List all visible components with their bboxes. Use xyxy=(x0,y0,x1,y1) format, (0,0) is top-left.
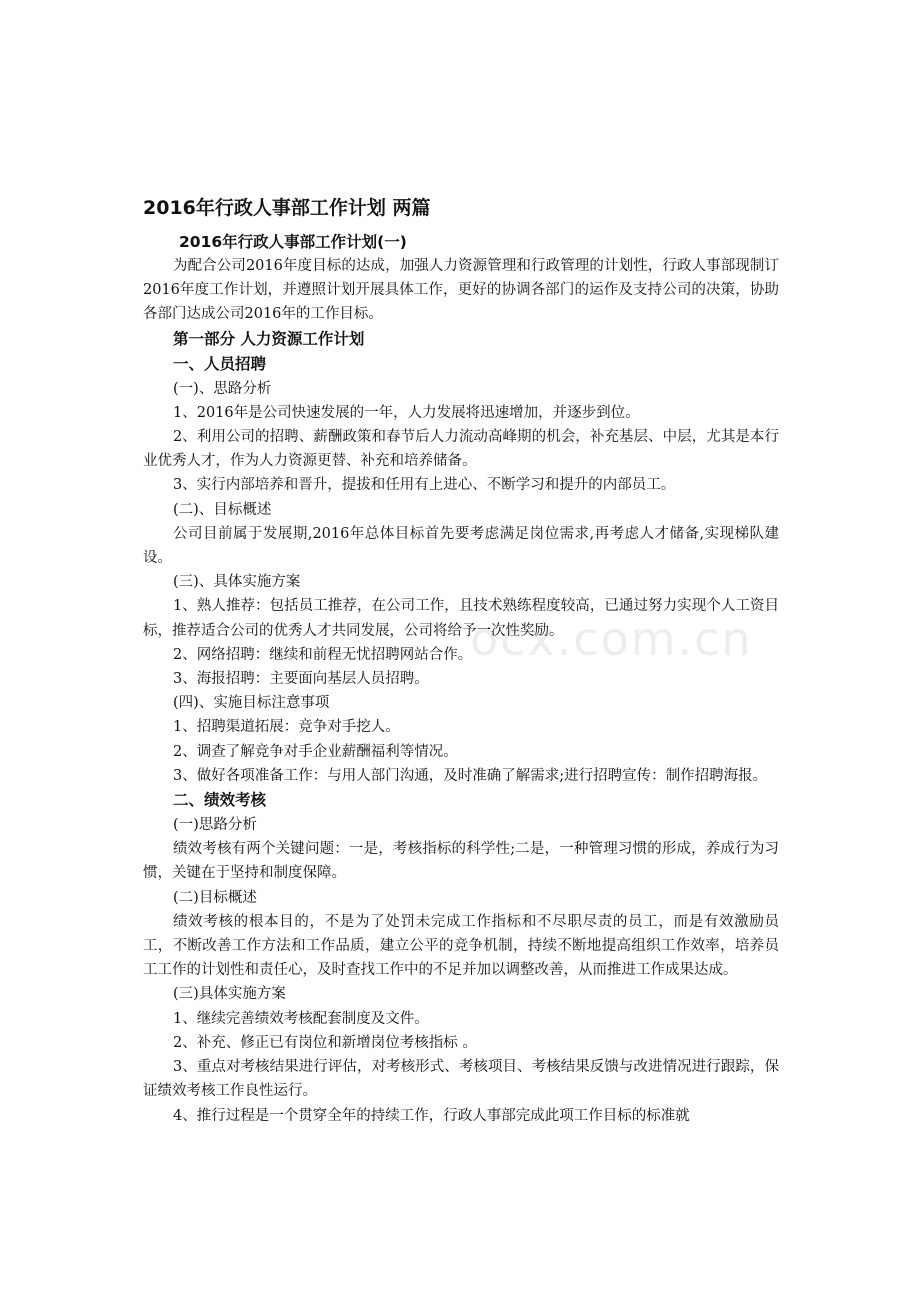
paragraph: 绩效考核的根本目的，不是为了处罚未完成工作指标和不尽职尽责的员工，而是有效激励员工，不断改善工作方法和工作品质，建立公平的竞争机制，持续不断地提高组织工作效率，培养员工工作的计划性和责任心，及时查找工作中的不足并加以调整改善，从而推进工作成果达成。 xyxy=(143,913,779,979)
document-body xyxy=(143,254,779,1128)
paragraph: 3、实行内部培养和晋升，提拔和任用有上进心、不断学习和提升的内部员工。 xyxy=(173,477,676,494)
paragraph: (一)思路分析 xyxy=(173,817,257,834)
paragraph: 1、熟人推荐：包括员工推荐，在公司工作，且技术熟练程度较高，已通过努力实现个人工资目标，推荐适合公司的优秀人才共同发展，公司将给予一次性奖励。 xyxy=(143,598,779,639)
paragraph: (二)目标概述 xyxy=(173,889,257,906)
paragraph: 公司目前属于发展期,2016年总体目标首先要考虑满足岗位需求,再考虑人才储备,实现梯队建设。 xyxy=(143,525,779,567)
paragraph: 3、海报招聘：主要面向基层人员招聘。 xyxy=(173,671,429,688)
watermark: ocx.com.cn xyxy=(470,612,753,666)
paragraph: 3、重点对考核结果进行评估，对考核形式、考核项目、考核结果反馈与改进情况进行跟踪，保证绩效考核工作良性运行。 xyxy=(143,1059,779,1100)
section-heading: 一、人员招聘 xyxy=(173,354,267,373)
paragraph: (三)具体实施方案 xyxy=(173,986,286,1003)
document-subtitle: 2016年行政人事部工作计划(一) xyxy=(179,233,407,251)
paragraph: 3、做好各项准备工作：与用人部门沟通，及时准确了解需求;进行招聘宣传：制作招聘海报。 xyxy=(173,767,768,784)
document-title: 2016年行政人事部工作计划 两篇 xyxy=(143,197,431,219)
paragraph: (四)、实施目标注意事项 xyxy=(173,695,330,712)
section-heading: 二、绩效考核 xyxy=(173,791,267,810)
paragraph: 1、2016年是公司快速发展的一年，人力发展将迅速增加，并逐步到位。 xyxy=(173,404,640,421)
paragraph: (二)、目标概述 xyxy=(173,501,272,518)
paragraph: 为配合公司2016年度目标的达成，加强人力资源管理和行政管理的计划性，行政人事部现制订2016年度工作计划，并遵照计划开展具体工作，更好的协调各部门的运作及支持公司的决策，协助各部门达成公司2016年的工作目标。 xyxy=(143,258,779,323)
paragraph: 2、调查了解竞争对手企业薪酬福利等情况。 xyxy=(173,743,458,760)
paragraph: 2、网络招聘：继续和前程无忧招聘网站合作。 xyxy=(173,646,473,663)
paragraph: 4、推行过程是一个贯穿全年的持续工作，行政人事部完成此项工作目标的标准就 xyxy=(173,1107,690,1124)
paragraph: 2、利用公司的招聘、薪酬政策和春节后人力流动高峰期的机会，补充基层、中层，尤其是本行业优秀人才，作为人力资源更替、补充和培养储备。 xyxy=(143,429,779,470)
section-heading: 第一部分 人力资源工作计划 xyxy=(173,329,365,348)
paragraph: 绩效考核有两个关键问题：一是，考核指标的科学性;二是，一种管理习惯的形成，养成行为习惯，关键在于坚持和制度保障。 xyxy=(143,841,779,882)
paragraph: 2、补充、修正已有岗位和新增岗位考核指标 。 xyxy=(173,1034,477,1051)
paragraph: (三)、具体实施方案 xyxy=(173,574,301,591)
document-page xyxy=(143,194,779,1128)
paragraph: (一)、思路分析 xyxy=(173,380,272,397)
paragraph: 1、继续完善绩效考核配套制度及文件。 xyxy=(173,1010,429,1027)
paragraph: 1、招聘渠道拓展：竞争对手挖人。 xyxy=(173,719,400,736)
